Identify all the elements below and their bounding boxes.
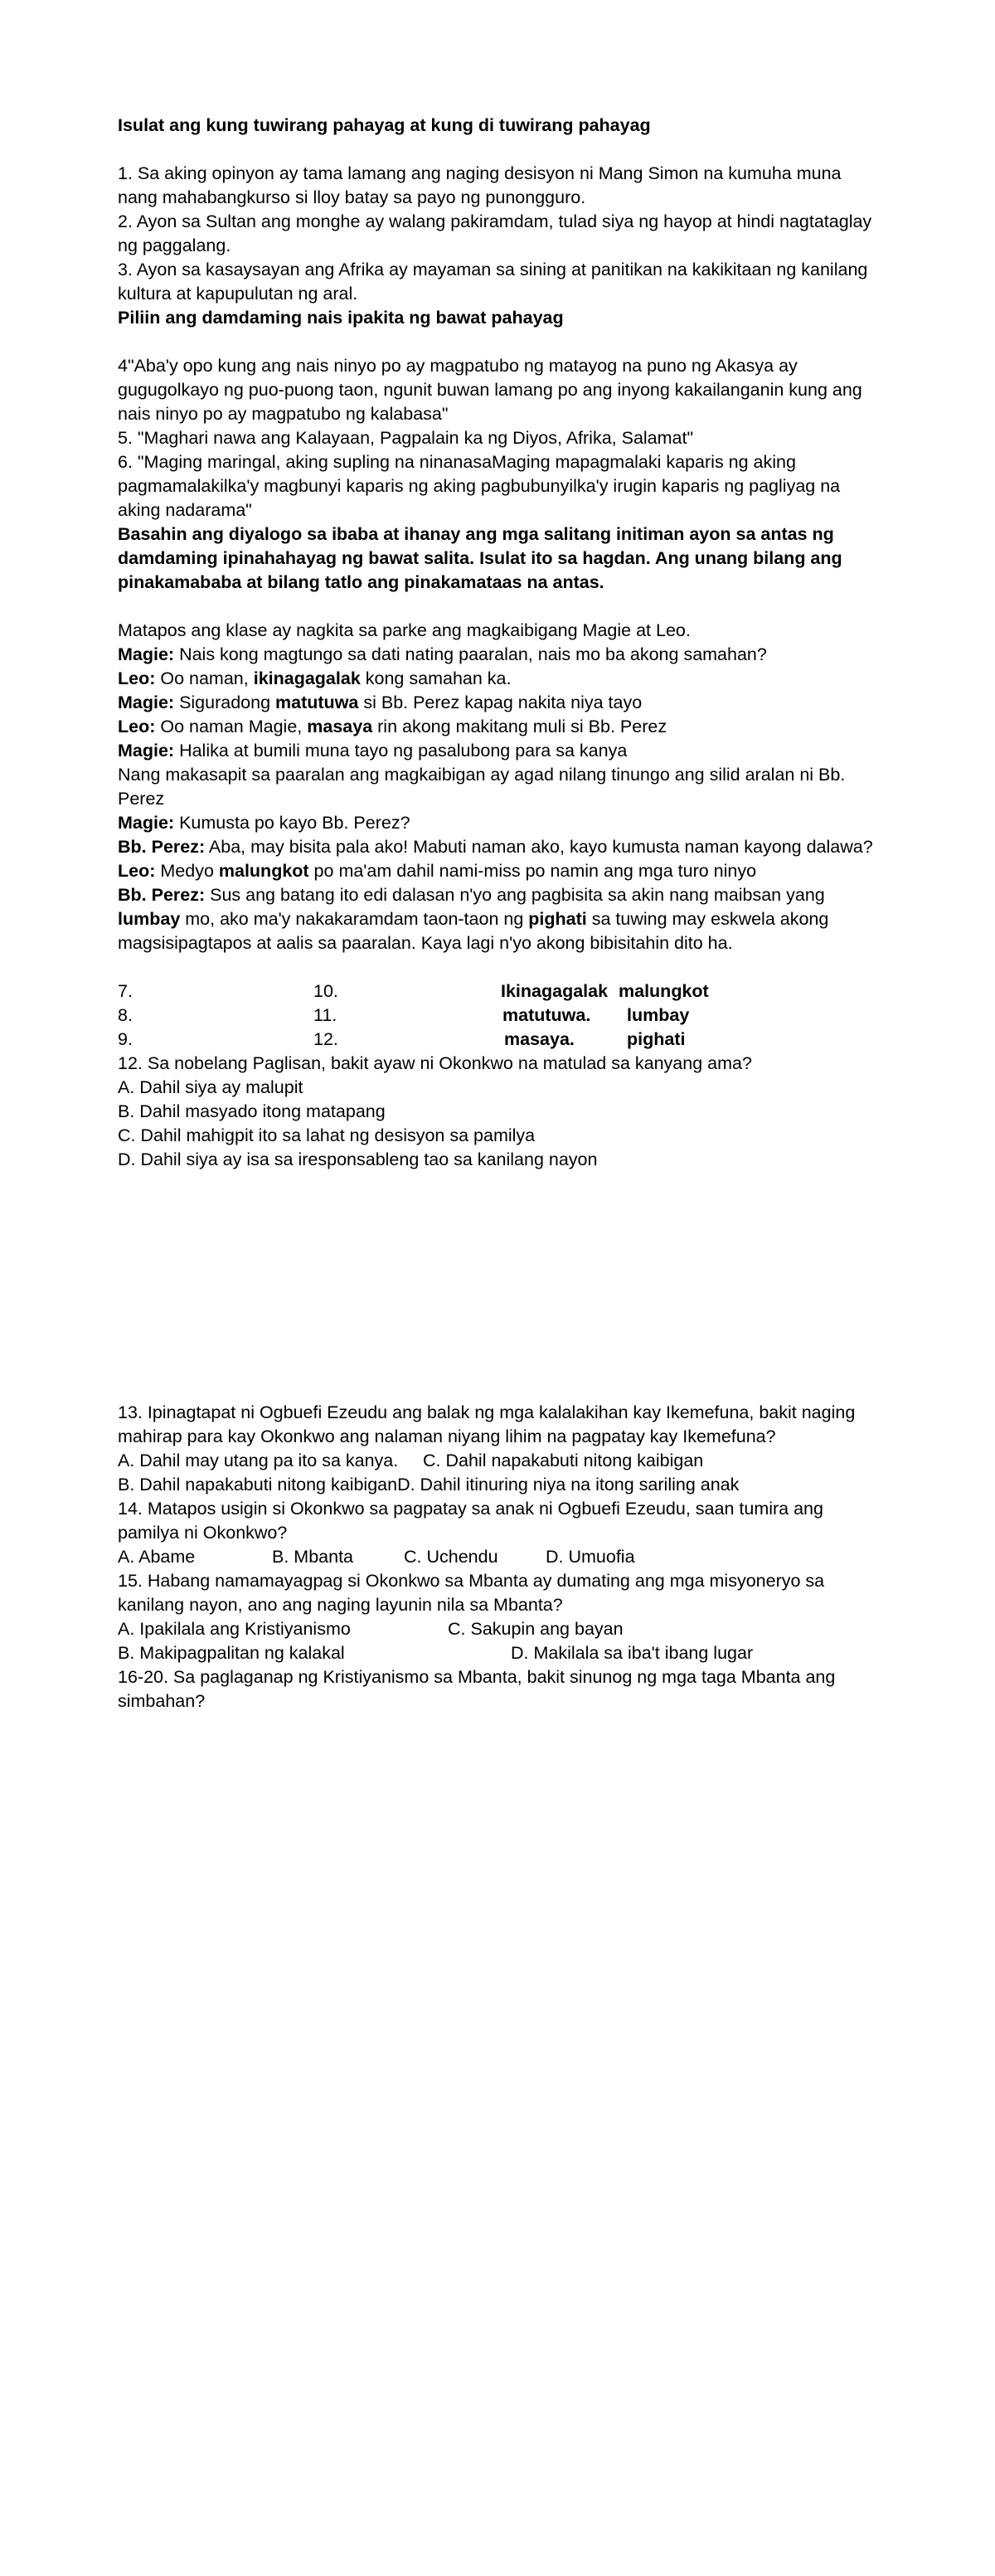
word-choice: masaya. [504,1029,575,1049]
section1-line: 1. Sa aking opinyon ay tama lamang ang naging desisyon ni Mang Simon na kumuha muna [118,163,842,183]
section2-line: gugugolkayo ng puo-puong taon, ngunit buwan lamang po ang inyong kakailanganin kung ang [118,380,862,400]
dialogue-text: Halika at bumili muna tayo ng pasalubong para sa kanya [174,741,628,761]
choice-b: B. Makipagpalitan ng kalakal [118,1643,345,1663]
dialogue-text: Aba, may bisita pala ako! Mabuti naman ako, kayo kumusta naman kayong dalawa? [205,837,873,857]
dialogue-line [118,739,889,763]
dialogue-text: kong samahan ka. [360,668,512,688]
speaker: Leo: [118,668,156,688]
section2-line: 5. "Maghari nawa ang Kalayaan, Pagpalain ka ng Diyos, Afrika, Salamat" [118,428,694,448]
dialogue-text: Sus ang batang ito edi dalasan n'yo ang pagbisita sa akin nang maibsan yang [205,885,825,905]
section1-line: 2. Ayon sa Sultan ang monghe ay walang pakiramdam, tulad siya ng hayop at hindi nagtataglay [118,211,872,231]
spacer [118,330,889,354]
emotion-word: lumbay [118,909,181,929]
choice-c: C. Dahil napakabuti nitong kaibigan [423,1451,704,1470]
choice-d: D. Umuofia [546,1547,635,1567]
spacer [118,595,889,619]
dialogue-text: mo, ako ma'y nakakaramdam taon-taon ng [180,909,529,929]
narration-line: Perez [118,789,165,809]
dialogue-text: si Bb. Perez kapag nakita niya tayo [358,693,643,712]
speaker: Magie: [118,813,175,833]
choice-b: B. Mbanta [272,1547,353,1567]
narration-line: Nang makasapit sa paaralan ang magkaibigan ay agad nilang tinungo ang silid aralan ni Bb. [118,765,846,785]
spacer [118,138,889,162]
choice-a: A. Abame [118,1547,196,1567]
speaker: Leo: [118,861,156,881]
section2-line: 4"Aba'y opo kung ang nais ninyo po ay magpatubo ng matayog na puno ng Akasya ay [118,356,798,376]
speaker: Magie: [118,693,175,712]
section2-line: 6. "Maging maringal, aking supling na ninanasaMaging mapagmalaki kaparis ng aking [118,452,796,472]
dialogue-text: rin akong makitang muli si Bb. Perez [372,717,667,736]
choice-a: A. Dahil may utang pa ito sa kanya. [118,1451,399,1470]
answer-grid-row [118,1028,889,1052]
choice-a: A. Dahil siya ay malupit [118,1077,303,1097]
choice-d: D. Dahil siya ay isa sa iresponsableng tao sa kanilang nayon [118,1149,598,1169]
item-number: 10. [313,981,338,1001]
dialogue-line [118,907,889,931]
dialogue-line [118,835,889,859]
question-13: mahirap para kay Okonkwo ang nalaman niyang lihim na pagpatay kay Ikemefuna? [118,1427,776,1446]
dialogue-line [118,883,889,907]
speaker: Magie: [118,644,175,664]
question-15: kanilang nayon, ano ang naging layunin nila sa Mbanta? [118,1595,563,1615]
emotion-word: matutuwa [275,693,359,712]
dialogue-text: Kumusta po kayo Bb. Perez? [174,813,410,833]
section3-heading: damdaming ipinahahayag ng bawat salita. Isulat ito sa hagdan. Ang unang bilang ang [118,548,842,568]
dialogue-text: sa tuwing may eskwela akong [586,909,829,929]
question-16-20: simbahan? [118,1691,206,1711]
emotion-word: malungkot [218,861,309,881]
section2-line: nais ninyo po ay magpatubo ng kalabasa" [118,404,449,424]
word-choice: malungkot [619,981,709,1001]
section3-heading: pinakamababa at bilang tatlo ang pinakamataas na antas. [118,572,604,592]
dialogue-text: Oo naman, [155,668,254,688]
question-14: pamilya ni Okonkwo? [118,1523,288,1543]
spacer [118,1172,889,1401]
answer-grid-row [118,979,889,1004]
word-choice: Ikinagagalak [501,981,609,1001]
choice-row [118,1449,889,1473]
section2-line: aking nadarama" [118,500,252,520]
choice-row [118,1617,889,1641]
speaker: Magie: [118,741,175,761]
dialogue-text: Medyo [155,861,219,881]
dialogue-line [118,715,889,739]
choice-d: D. Makilala sa iba't ibang lugar [511,1643,754,1663]
choice-row [118,1641,889,1665]
dialogue-text: Oo naman Magie, [155,717,308,736]
dialogue-line [118,667,889,691]
emotion-word: ikinagagalak [253,668,361,688]
dialogue-line: magsisipagtapos at aalis sa paaralan. Kaya lagi n'yo akong bibisitahin dito ha. [118,933,733,953]
section2-line: pagmamalakilka'y magbunyi kaparis ng aking pagbubunyilka'y irugin kaparis ng pagliyag na [118,476,841,496]
item-number: 8. [118,1005,133,1025]
section1-heading: Isulat ang kung tuwirang pahayag at kung di tuwirang pahayag [118,115,651,135]
choice-c: C. Dahil mahigpit ito sa lahat ng desisyon sa pamilya [118,1125,536,1145]
answer-grid-row [118,1004,889,1028]
dialogue-text: Nais kong magtungo sa dati nating paaralan, nais mo ba akong samahan? [174,644,767,664]
speaker: Bb. Perez: [118,837,206,857]
emotion-word: masaya [307,717,373,736]
section2-heading: Piliin ang damdaming nais ipakita ng bawat pahayag [118,308,564,328]
item-number: 12. [313,1029,338,1049]
section1-line: ng paggalang. [118,236,231,255]
dialogue-text: po ma'am dahil nami-miss po namin ang mga turo ninyo [308,861,757,881]
choice-c: C. Sakupin ang bayan [448,1619,624,1639]
speaker: Leo: [118,717,156,736]
item-number: 11. [313,1005,337,1025]
dialogue-line [118,859,889,883]
question-12: 12. Sa nobelang Paglisan, bakit ayaw ni Okonkwo na matulad sa kanyang ama? [118,1053,752,1073]
question-15: 15. Habang namamayagpag si Okonkwo sa Mbanta ay dumating ang mga misyoneryo sa [118,1571,825,1591]
section1-line: 3. Ayon sa kasaysayan ang Afrika ay mayaman sa sining at panitikan na kakikitaan ng kanilang [118,260,868,279]
section1-line: kultura at kapupulutan ng aral. [118,284,358,304]
dialogue-text: Siguradong [174,693,276,712]
choice-b: B. Dahil masyado itong matapang [118,1101,386,1121]
question-13: 13. Ipinagtapat ni Ogbuefi Ezeudu ang balak ng mga kalalakihan kay Ikemefuna, bakit naging [118,1402,856,1422]
dialogue-intro: Matapos ang klase ay nagkita sa parke ang magkaibigang Magie at Leo. [118,620,691,640]
item-number: 9. [118,1029,133,1049]
dialogue-line [118,643,889,667]
question-16-20: 16-20. Sa paglaganap ng Kristiyanismo sa Mbanta, bakit sinunog ng mga taga Mbanta ang [118,1667,836,1687]
item-number: 7. [118,981,133,1001]
word-choice: pighati [627,1029,686,1049]
word-choice: lumbay [627,1005,690,1025]
spacer [118,955,889,979]
choice-row: B. Dahil napakabuti nitong kaibiganD. Dahil itinuring niya na itong sariling anak [118,1475,740,1495]
emotion-word: pighati [528,909,587,929]
dialogue-line [118,691,889,715]
document-page [118,114,889,1713]
dialogue-line [118,811,889,835]
choice-c: C. Uchendu [404,1547,498,1567]
speaker: Bb. Perez: [118,885,206,905]
section3-heading: Basahin ang diyalogo sa ibaba at ihanay ang mga salitang initiman ayon sa antas ng [118,524,834,544]
word-choice: matutuwa. [502,1005,591,1025]
section1-line: nang mahabangkurso si lloy batay sa payo ng punongguro. [118,187,586,207]
question-14: 14. Matapos usigin si Okonkwo sa pagpatay sa anak ni Ogbuefi Ezeudu, saan tumira ang [118,1499,823,1519]
choice-a: A. Ipakilala ang Kristiyanismo [118,1619,351,1639]
choice-row [118,1545,889,1569]
